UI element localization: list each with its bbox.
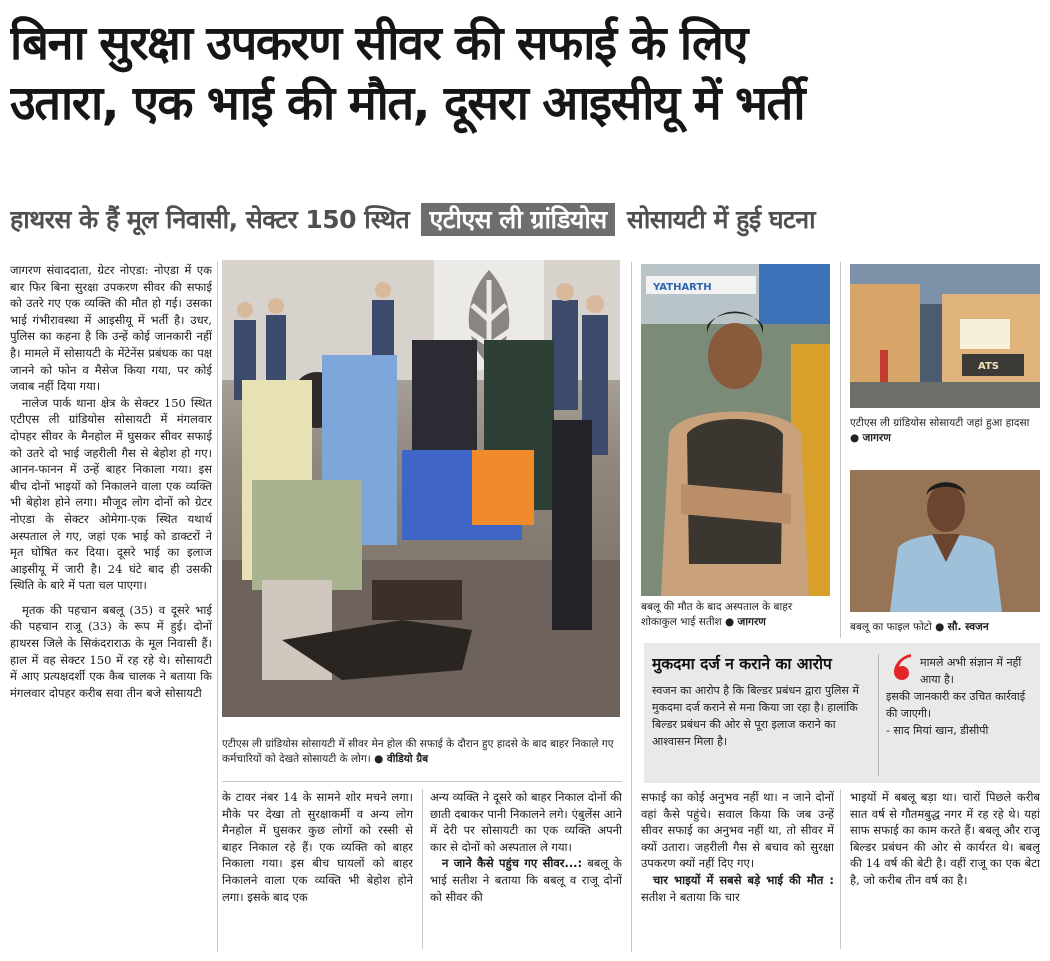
brother-satish-photo (641, 264, 830, 596)
brother-photo-caption (641, 600, 831, 636)
article-column-3 (430, 789, 622, 955)
article-paragraph: सफाई का कोई अनुभव नहीं था। न जाने दोनों वहां कैसे पहुंचे। सवाल किया कि जब उन्हें सीवर सफाई का अनुभव नहीं था, तो सीवर में क्यों उतारा। जहरीली गैस से बचाव को सुरक्षा उपकरण क्यों नहीं दिए गए। (641, 790, 834, 871)
article-subhead: चार भाइयों में सबसे बड़े भाई की मौत : (653, 872, 834, 887)
article-paragraph: मृतक की पहचान बबलू (35) व दूसरे भाई की पहचान राजू (33) के रूप में हुई। दोनों हाथरस जिले के सिकंदराराऊ के मूल निवासी हैं। हाल में वह सेक्टर 150 में रह रहे थे। सोसायटी में आए प्रत्यक्षदर्शी एक कैब चालक ने बताया कि मंगलवार दोपहर करीब सवा तीन बजे सोसायटी (10, 602, 212, 700)
column-divider (840, 789, 841, 949)
dcp-quote-line-1: मामले अभी संज्ञान में नहीं आया है। (920, 656, 1022, 686)
main-photo-caption-text: एटीएस ली ग्रांडियोस सोसायटी में सीवर मेन होल की सफाई के दौरान हुए हादसे के बाद बाहर निकाले गए कर्मचारियों को देखते सोसायटी के लोग। (222, 738, 614, 765)
file-photo-credit: सौ. स्वजन (947, 621, 989, 633)
allegation-box-title: मुकदमा दर्ज न कराने का आरोप (652, 655, 832, 673)
file-photo-caption (850, 620, 1040, 638)
article-column-1 (10, 262, 212, 952)
article-column-2 (222, 789, 413, 955)
column-divider (840, 262, 841, 638)
headline-line-2: उतारा, एक भाई की मौत, दूसरा आइसीयू में भर्ती (10, 76, 804, 131)
subheadline (10, 198, 1042, 246)
babloo-file-image (850, 470, 1040, 612)
dcp-quote (886, 654, 1036, 739)
subheadline-part-1: हाथरस के हैं मूल निवासी, सेक्टर 150 स्थित (10, 205, 410, 234)
society-photo (850, 264, 1040, 408)
article-paragraph: नालेज पार्क थाना क्षेत्र के सेक्टर 150 स्थित एटीएस ली ग्रांडियोस सोसायटी में मंगलवार दोपहर सीवर के मैनहोल में घुसकर सीवर सफाई को उतरे दो भाई जहरीली गैस से बेहोश हो गए। आनन-फानन में उन्हें बाहर निकाला गया। इस बीच दोनों भाइयों को निकालने वाला एक व्यक्ति भी बेहोश होने लगा। मौजूद लोग दोनों को ग्रेटर नोएडा के सेक्टर ओमेगा-एक स्थित यथार्थ अस्पताल ले गए, जहां एक भाई को डाक्टरों ने मृत घोषित कर दिया। दूसरे भाई का इलाज आइसीयू में जारी है। 24 घंटे बाद ही उसकी स्थिति के बारे में पता चल पाएगा। (10, 395, 212, 593)
subheadline-highlight: एटीएस ली ग्रांडियोस (421, 203, 614, 236)
society-photo-credit: जागरण (862, 432, 891, 444)
society-photo-caption (850, 416, 1040, 452)
main-photo-caption (222, 737, 622, 773)
article-column-5 (850, 789, 1040, 955)
file-photo-caption-text: बबलू का फाइल फोटो (850, 621, 932, 633)
column-divider (631, 262, 632, 952)
box-divider (878, 654, 879, 776)
hospital-sign-text: YATHARTH (653, 282, 712, 293)
main-photo-credit: वीडियो ग्रैब (386, 753, 429, 765)
dcp-quote-author: - साद मियां खान, डीसीपी (886, 724, 989, 737)
society-sign-text: ATS (978, 361, 999, 372)
article-paragraph: भाइयों में बबलू बड़ा था। चारों पिछले करीब सात वर्ष से गौतमबुद्ध नगर में रह रहे थे। यहां साफ सफाई का काम करते हैं। बबलू और राजू बिल्डर प्रबंधन की ओर से कार्यरत थे। बबलू की 14 वर्ष की बेटी है। वहीं राजू का एक बेटा है, जो करीब तीन वर्ष का है। (850, 790, 1040, 887)
society-building-image (850, 264, 1040, 408)
horizontal-divider (222, 781, 622, 782)
headline-line-1: बिना सुरक्षा उपकरण सीवर की सफाई के लिए (10, 16, 747, 71)
bullet-icon: ● (935, 621, 948, 633)
file-photo (850, 470, 1040, 612)
article-paragraph: के टावर नंबर 14 के सामने शोर मचने लगा। मौके पर देखा तो सुरक्षाकर्मी व अन्य लोग मैनहोल में घुसकर कुछ लोगों को रस्सी से बाहर निकाल रहे हैं। एक व्यक्ति को बाहर निकाला गया। इस बीच घायलों को बाहर निकालने वाला एक व्यक्ति भी बेहोश होने लगा। इसके बाद एक (222, 790, 413, 904)
column-divider (217, 262, 218, 952)
article-paragraph: अन्य व्यक्ति ने दूसरे को बाहर निकाल दोनों की छाती दबाकर पानी निकालने लगे। एंबुलेंस आने में देरी पर सोसायटी का एक व्यक्ति अपनी कार से दोनों को अस्पताल ले गया। (430, 790, 622, 854)
headline (10, 14, 1042, 134)
article-paragraph: बबलू के भाई सतीश ने बताया कि बबलू व राजू दोनों को सीवर की (430, 856, 622, 904)
article-paragraph: सतीश ने बताया कि चार (641, 889, 740, 904)
column-divider (422, 789, 423, 949)
man-portrait-image (641, 264, 830, 596)
society-photo-caption-text: एटीएस ली ग्रांडियोस सोसायटी जहां हुआ हादसा (850, 417, 1030, 429)
brother-photo-caption-text: बबलू की मौत के बाद अस्पताल के बाहर शोकाकुल भाई सतीश (641, 601, 793, 628)
article-column-4 (641, 789, 834, 955)
article-paragraph: जागरण संवाददाता, ग्रेटर नोएडा: नोएडा में एक बार फिर बिना सुरक्षा उपकरण सीवर की सफाई को उतरे गए एक व्यक्ति की मौत हो गई। उसका भाई गंभीरावस्था में आइसीयू में भर्ती है। उधर, पुलिस का कहना है कि उन्हें कोई जानकारी नहीं है। मामले में सोसायटी के मेंटेनेंस प्रबंधक का पक्ष जानने को फोन व मैसेज किया गया, पर कोई जवाब नहीं दिया गया। (10, 263, 212, 394)
main-incident-photo (222, 260, 620, 717)
brother-photo-credit: जागरण (737, 616, 766, 628)
bullet-icon: ● (850, 432, 863, 444)
incident-scene-image (222, 260, 620, 717)
subheadline-part-2: सोसायटी में हुई घटना (626, 205, 816, 234)
bullet-icon: ● (725, 616, 738, 628)
dcp-quote-line-2: इसकी जानकारी कर उचित कार्रवाई की जाएगी। (886, 690, 1026, 720)
article-subhead: न जाने कैसे पहुंच गए सीवर...: (442, 856, 583, 871)
bullet-icon: ● (374, 753, 387, 765)
allegation-box-text: स्वजन का आरोप है कि बिल्डर प्रबंधन द्वारा पुलिस में मुकदमा दर्ज कराने से मना किया जा रहा है। हालांकि बिल्डर प्रबंधन की ओर से पूरा इलाज कराने का आश्वासन मिला है। (652, 684, 859, 748)
